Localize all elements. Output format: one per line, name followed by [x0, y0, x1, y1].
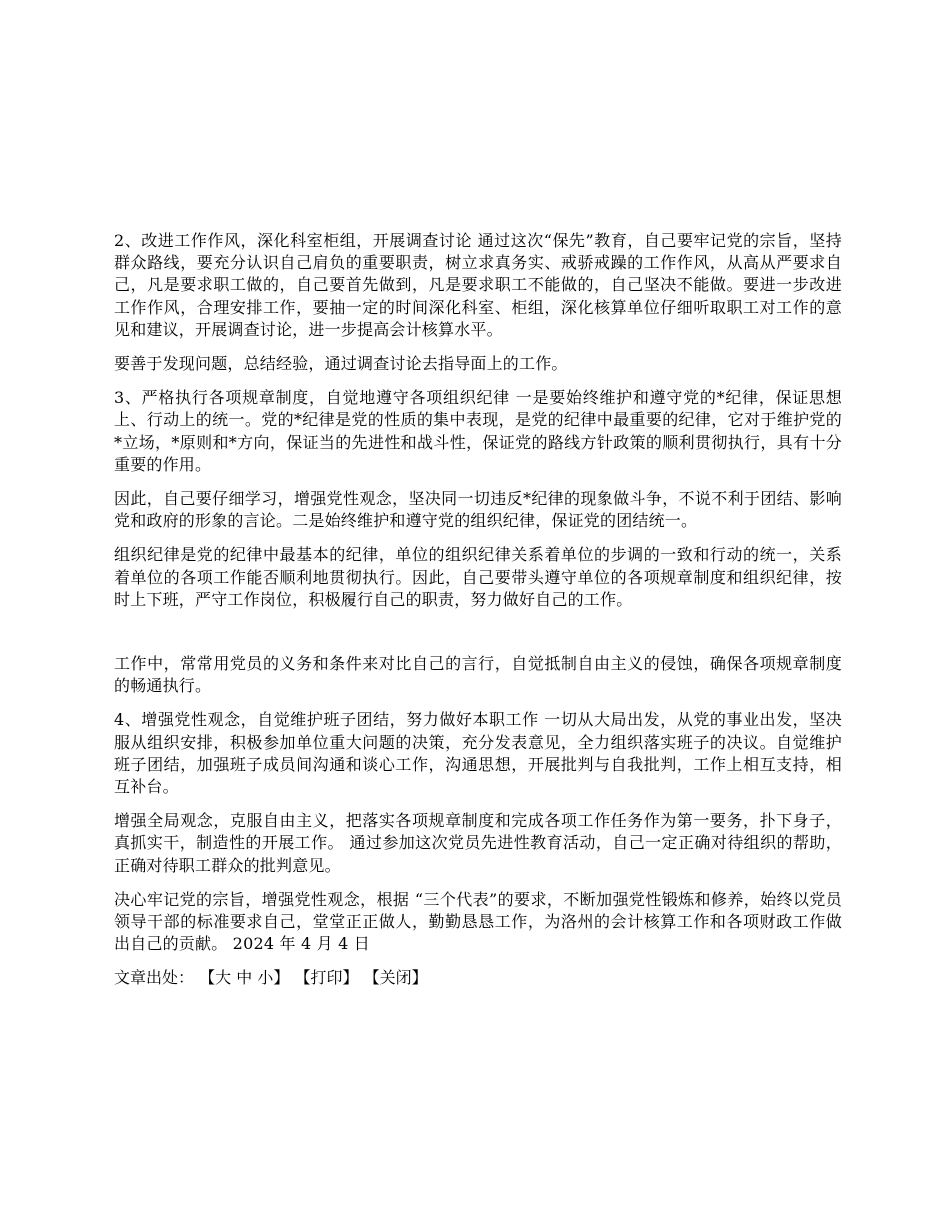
source-label: 文章出处： [114, 968, 195, 988]
paragraph-7: 4、增强党性观念，自觉维护班子团结，努力做好本职工作 一切从大局出发，从党的事业出发，坚决服从组织安排，积极参加单位重大问题的决策，充分发表意见，全力组织落实班子的决议。自觉维护班子团结，加强班子成员间沟通和谈心工作，沟通思想，开展批判与自我批判，工作上相互支持，相互补台。 [114, 710, 842, 797]
paragraph-2: 要善于发现问题，总结经验，通过调查讨论去指导面上的工作。 [114, 354, 568, 374]
article-footer [114, 967, 842, 989]
article-body [114, 230, 842, 989]
paragraph-6: 工作中，常常用党员的义务和条件来对比自己的言行，自觉抵制自由主义的侵蚀，确保各项规章制度的畅通执行。 [114, 654, 842, 696]
paragraph-5: 组织纪律是党的纪律中最基本的纪律，单位的组织纪律关系着单位的步调的一致和行动的统一，关系着单位的各项工作能否顺利地贯彻执行。因此，自己要带头遵守单位的各项规章制度和组织纪律，按时上下班，严守工作岗位，积极履行自己的职责，努力做好自己的工作。 [114, 545, 842, 609]
font-size-large-link[interactable]: 大 [215, 968, 232, 988]
close-link[interactable]: 【关闭】 [363, 968, 428, 988]
size-bracket-open: 【 [199, 968, 216, 988]
paragraph-9: 决心牢记党的宗旨，增强党性观念，根据 “三个代表”的要求，不断加强党性锻炼和修养，始终以党员领导干部的标准要求自己，堂堂正正做人，勤勤恳恳工作，为洛州的会计核算工作和各项财政工作做出自己的贡献。 2024 年 4 月 4 日 [114, 889, 842, 954]
font-size-medium-link[interactable]: 中 [236, 968, 253, 988]
paragraph-4: 因此，自己要仔细学习，增强党性观念，坚决同一切违反*纪律的现象做斗争，不说不利于团结、影响党和政府的形象的言论。二是始终维护和遵守党的组织纪律，保证党的团结统一。 [114, 489, 842, 531]
paragraph-3: 3、严格执行各项规章制度，自觉地遵守各项组织纪律 一是要始终维护和遵守党的*纪律，保证思想上、行动上的统一。党的*纪律是党的性质的集中表现，是党的纪律中最重要的纪律，它对于维护党的*立场，*原则和*方向，保证当的先进性和战斗性，保证党的路线方针政策的顺利贯彻执行，具有十分重要的作用。 [114, 388, 842, 474]
section-gap [114, 623, 842, 653]
font-size-control [199, 968, 289, 987]
print-link[interactable]: 【打印】 [294, 968, 359, 988]
paragraph-8: 增强全局观念，克服自由主义，把落实各项规章制度和完成各项工作任务作为第一要务，扑下身子，真抓实干，制造性的开展工作。 通过参加这次党员先进性教育活动，自己一定正确对待组织的帮助，正确对待职工群众的批判意见。 [114, 811, 842, 875]
size-bracket-close: 】 [273, 968, 290, 988]
font-size-small-link[interactable]: 小 [257, 968, 274, 988]
paragraph-1: 2、改进工作作风，深化科室柜组，开展调查讨论 通过这次“保先”教育，自己要牢记党的宗旨，坚持群众路线，要充分认识自己肩负的重要职责，树立求真务实、戒骄戒躁的工作作风，从高从严要求自己，凡是要求职工做的，自己要首先做到，凡是要求职工不能做的，自己坚决不能做。要进一步改进工作作风，合理安排工作，要抽一定的时间深化科室、柜组，深化核算单位仔细听取职工对工作的意见和建议，开展调查讨论，进一步提高会计核算水平。 [114, 231, 842, 339]
